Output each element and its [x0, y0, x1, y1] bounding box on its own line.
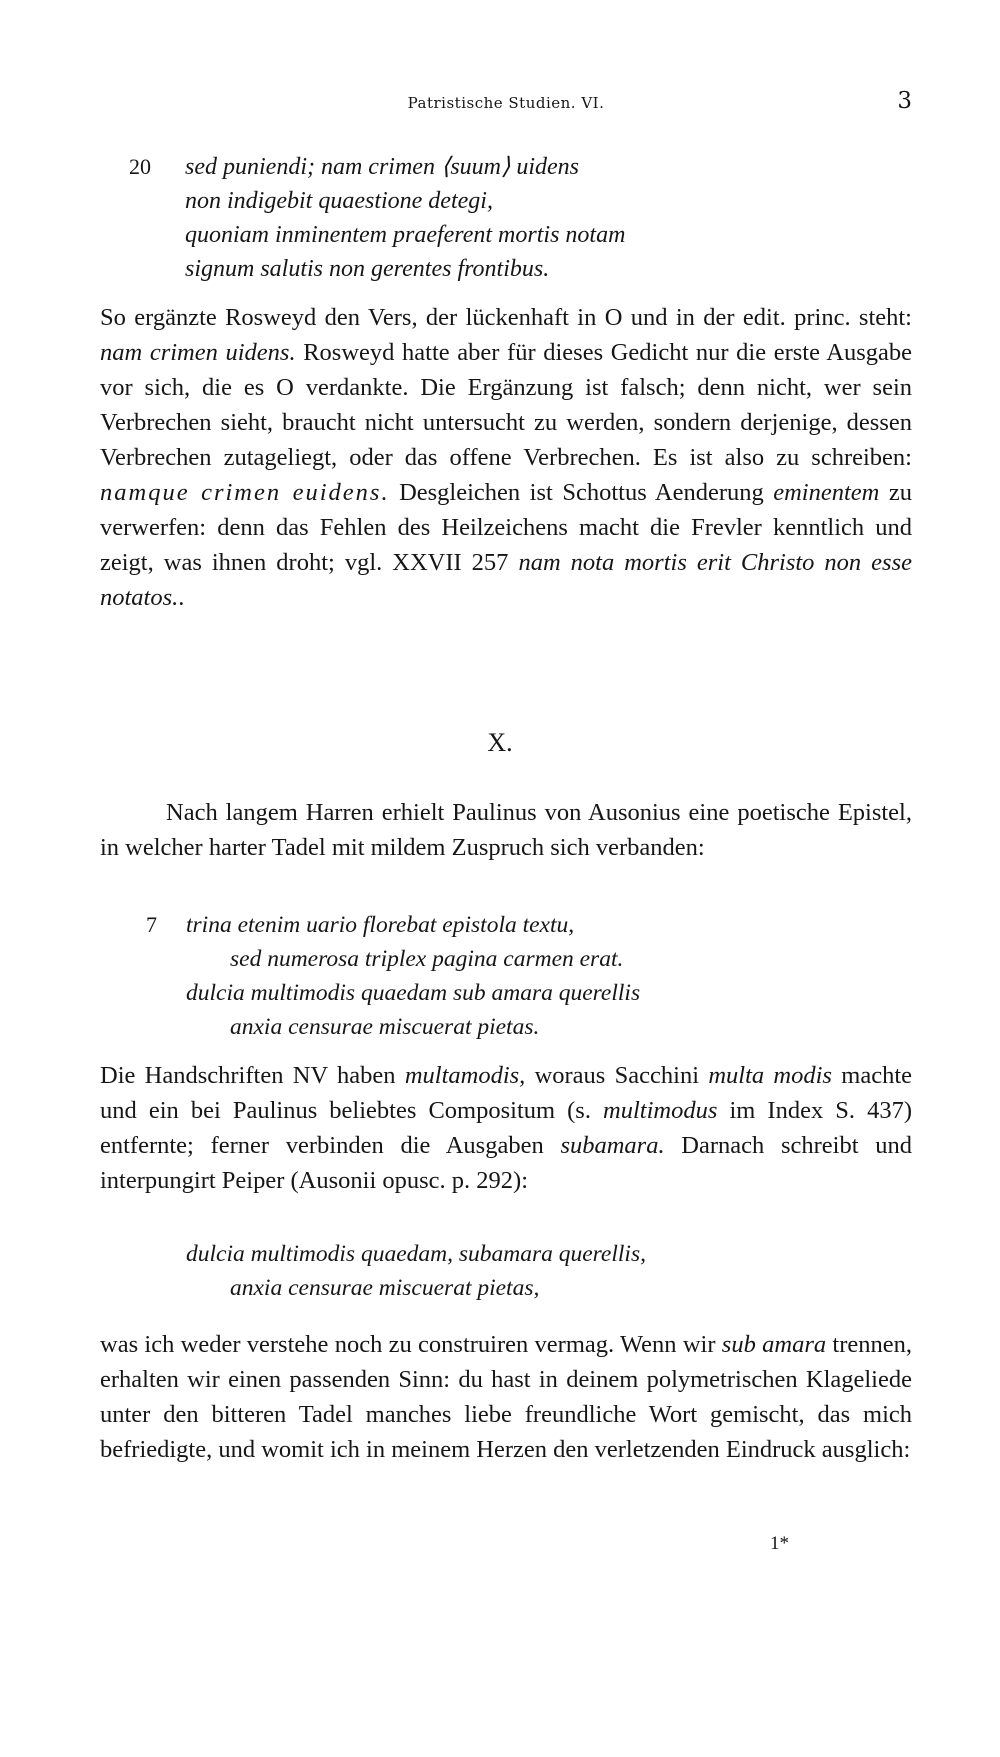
verse-text: signum salutis non gerentes frontibus.: [185, 256, 550, 282]
running-head-title: Patristische Studien. VI.: [407, 94, 605, 112]
verse-text: dulcia multimodis quaedam, subamara querellis,: [186, 1241, 646, 1267]
italic-run: namque crimen euidens.: [100, 479, 390, 506]
verse-text: non indigebit quaestione detegi,: [185, 188, 493, 214]
text-run: im Index S. 437) entfernte; ferner verbinden die Ausgaben: [100, 1097, 912, 1159]
text-run: Die Handschriften NV haben: [100, 1062, 405, 1089]
verse-text: dulcia multimodis quaedam sub amara querellis: [186, 980, 641, 1006]
italic-run: multimodus: [603, 1097, 718, 1124]
verse-text: trina etenim uario florebat epistola textu,: [186, 912, 575, 938]
verse-text: quoniam inminentem praeferent mortis notam: [185, 222, 626, 248]
italic-run: multa modis: [708, 1062, 832, 1089]
italic-run: multamodis,: [404, 1062, 526, 1089]
text-run: So ergänzte Rosweyd den Vers, der lückenhaft in O und in der edit. princ. steht:: [100, 304, 912, 331]
text-run: machte und ein bei Paulinus beliebtes Compositum (s.: [100, 1062, 913, 1124]
italic-run: nam crimen uidens.: [100, 339, 296, 366]
text-run: Rosweyd hatte aber für dieses Gedicht nur die erste Ausgabe vor sich, die es O verdankte. Die Ergänzung ist falsch; denn nicht, wer sein Verbrechen sieht, braucht nicht untersucht zu werden, sondern derjenige, dessen Verbrechen zutageliegt, oder das offene Verbrechen. Es ist also zu schreiben:: [100, 339, 912, 471]
paragraph-text: [100, 1058, 912, 1198]
text-run: Desgleichen ist Schottus Aenderung: [389, 479, 774, 506]
paragraph-text: [100, 300, 912, 615]
italic-run: sub amara: [721, 1331, 827, 1358]
paragraph-4: [100, 1327, 912, 1467]
italic-run: nam nota mortis erit Christo non esse notatos.: [100, 549, 913, 611]
paragraph-3: [100, 1058, 912, 1198]
text-run: Darnach schreibt und interpungirt Peiper (Ausonii opusc. p. 292):: [100, 1132, 913, 1194]
text-run: trennen, erhalten wir einen passenden Sinn: du hast in deinem polymetrischen Klageliede unter den bitteren Tadel manches liebe freundliche Wort gemischt, das mich befriedigte, und womit ich in meinem Herzen den verletzenden Eindruck ausglich:: [100, 1331, 912, 1463]
verse-text: sed puniendi; nam crimen ⟨suum⟩ uidens: [185, 154, 580, 180]
paragraph-2: [100, 795, 912, 865]
paragraph-text: [100, 1327, 912, 1467]
verse-text: sed numerosa triplex pagina carmen erat.: [230, 946, 624, 972]
text-run: zu verwerfen: denn das Fehlen des Heilzeichens macht die Frevler kenntlich und zeigt, was ihnen droht; vgl. XXVII 257: [100, 479, 912, 576]
paragraph-1: [100, 300, 912, 615]
verse-number: 20: [129, 154, 151, 179]
verse-number: 7: [146, 912, 157, 937]
text-run: was ich weder verstehe noch zu construiren vermag. Wenn wir: [100, 1331, 722, 1358]
verse-text: anxia censurae miscuerat pietas.: [230, 1014, 540, 1040]
paragraph-text: Nach langem Harren erhielt Paulinus von Ausonius eine poetische Epistel, in welcher harter Tadel mit mildem Zuspruch sich verbanden:: [100, 799, 912, 861]
italic-run: subamara.: [560, 1132, 665, 1159]
text-run: .: [178, 584, 185, 611]
running-head: [100, 88, 912, 118]
italic-run: eminentem: [773, 479, 880, 506]
sheet-signature: 1*: [770, 1533, 789, 1554]
page-number: 3: [897, 88, 912, 114]
section-heading: X.: [487, 728, 513, 757]
text-run: woraus Sacchini: [525, 1062, 709, 1089]
verse-text: anxia censurae miscuerat pietas,: [230, 1275, 540, 1301]
